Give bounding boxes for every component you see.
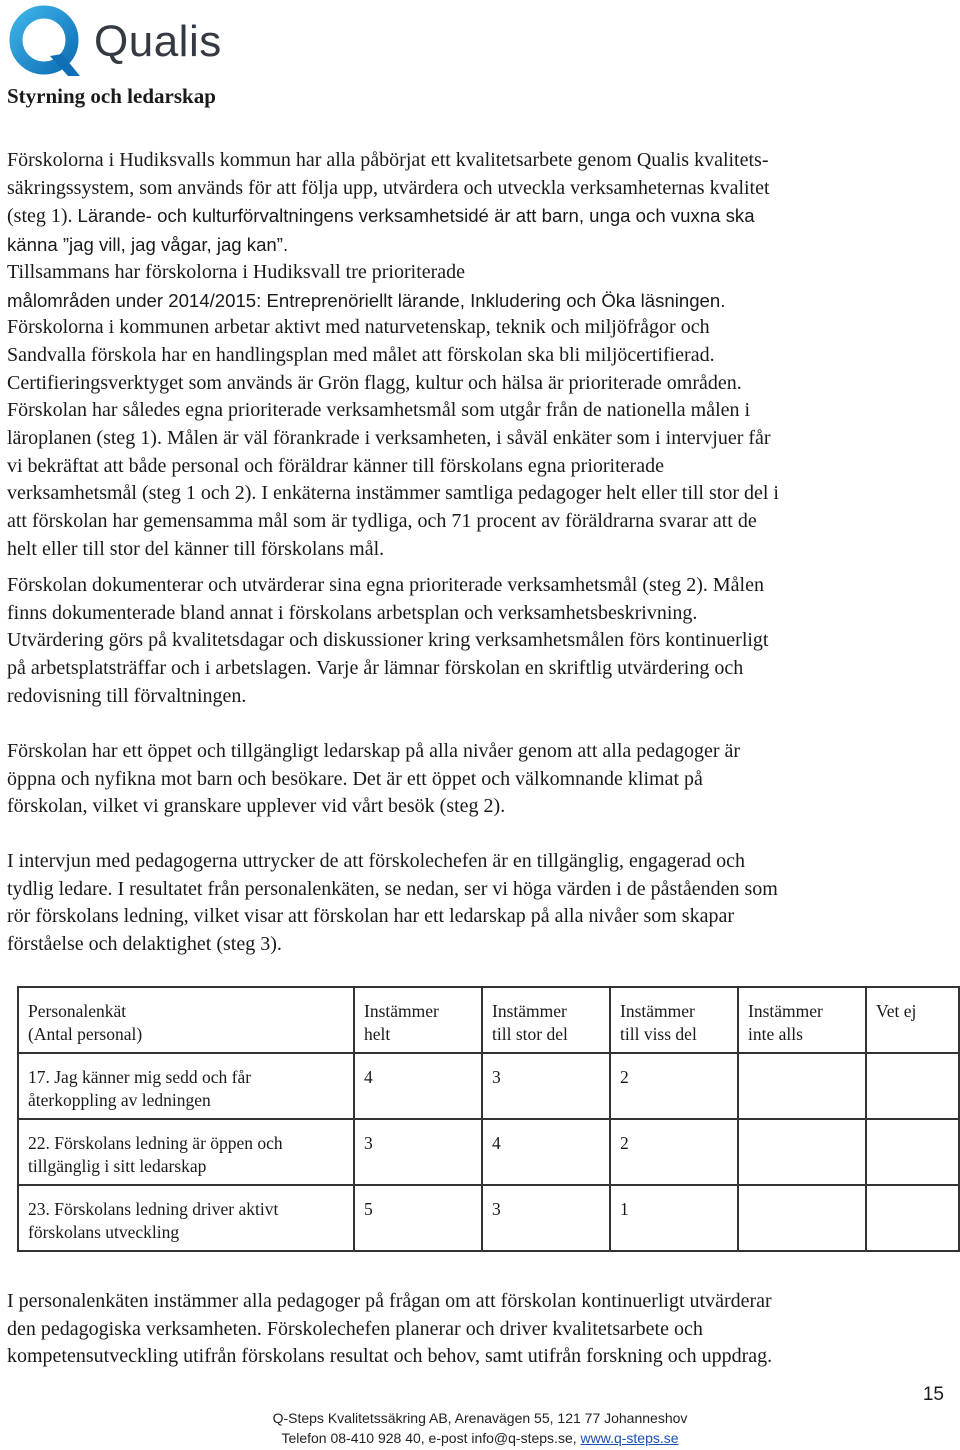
qualis-logo [6,4,222,80]
text-line: Sandvalla förskola har en handlingsplan med målet att förskolan ska bli miljöcertifierad. [7,343,715,366]
text-line: rör förskolans ledning, vilket visar att förskolan har ett ledarskap på alla nivåer som skapar [7,905,734,928]
text-line: helt eller till stor del känner till förskolans mål. [7,537,385,560]
text-line: Certifieringsverktyget som används är Grön flagg, kultur och hälsa är prioriterade områden. [7,371,742,394]
table-value-cell [866,1053,959,1119]
table-value-cell: 2 [610,1053,738,1119]
text-line: I personalenkäten instämmer alla pedagoger på frågan om att förskolan kontinuerligt utvärderar [7,1290,772,1312]
table-value-cell: 1 [610,1185,738,1251]
table-header-cell: Instämmer till stor del [482,987,610,1053]
text-line: vi bekräftat att både personal och föräldrar känner till förskolans egna prioriterade [7,454,664,477]
text-line: på arbetsplatsträffar och i arbetslagen. Varje år lämnar förskolan en skriftlig utvärdering och [7,657,744,680]
text-line: Förskolan har således egna prioriterade verksamhetsmål som utgår från de nationella målen i [7,399,751,422]
table-row [18,1119,959,1185]
text-line: Förskolan har ett öppet och tillgängligt ledarskap på alla nivåer genom att alla pedagoger är [7,740,741,762]
text-line: att förskolan har gemensamma mål som är tydliga, och 71 procent av föräldrarna svarar att de [7,510,757,533]
table-value-cell: 3 [482,1185,610,1251]
table-value-cell [738,1185,866,1251]
text-line: redovisning till förvaltningen. [7,684,247,707]
text-line: förskolan, vilket vi granskare upplever vid vårt besök (steg 2). [7,795,506,818]
text-line: Utvärdering görs på kvalitetsdagar och diskussioner kring verksamhetsmålen förs kontinuerligt [7,629,769,652]
page-number: 15 [922,1384,944,1405]
text-line: målområden under 2014/2015: Entreprenöriellt lärande, Inkludering och Öka läsningen. [7,289,726,311]
paragraph-2 [7,572,942,711]
table-header-cell: Instämmer till viss del [610,987,738,1053]
text-line: känna ”jag vill, jag vågar, jag kan”. [7,234,289,256]
text-line: förståelse och delaktighet (steg 3). [7,933,282,956]
table-question-cell: 23. Förskolans ledning driver aktivt förskolans utveckling [18,1185,354,1251]
table-value-cell [866,1185,959,1251]
table-value-cell [866,1119,959,1185]
text-line: säkringssystem, som används för att följa upp, utvärdera och utveckla verksamheternas kvalitet [7,176,770,199]
footer-address: Q-Steps Kvalitetssäkring AB, Arenavägen 55, 121 77 Johanneshov [272,1410,688,1426]
text-line: Förskolorna i kommunen arbetar aktivt med naturvetenskap, teknik och miljöfrågor och [7,316,710,339]
section-title: Styrning och ledarskap [7,84,216,108]
table-value-cell: 3 [354,1119,482,1185]
text-line: Förskolan dokumenterar och utvärderar sina egna prioriterade verksamhetsmål (steg 2). Målen [7,574,764,596]
logo-text: Qualis [94,17,222,66]
table-value-cell: 3 [482,1053,610,1119]
survey-table [17,986,960,1252]
text-line: öppna och nyfikna mot barn och besökare. Det är ett öppet och välkomnande klimat på [7,767,703,790]
text-line: verksamhetsmål (steg 1 och 2). I enkäterna instämmer samtliga pedagoger helt eller till stor del i [7,482,779,505]
text-line: (steg 1). Lärande- och kulturförvaltningens verksamhetsidé är att barn, unga och vuxna ska [7,205,755,228]
paragraph-5 [7,1288,942,1371]
table-value-cell: 2 [610,1119,738,1185]
text-line: Tillsammans har förskolorna i Hudiksvall tre prioriterade [7,260,466,283]
table-header-cell: Personalenkät (Antal personal) [18,987,354,1053]
text-line: Förskolorna i Hudiksvalls kommun har alla påbörjat ett kvalitetsarbete genom Qualis kvalitets- [7,149,769,171]
table-value-cell [738,1119,866,1185]
footer-contact-text: Telefon 08-410 928 40, e-post info@q-steps.se, [281,1430,581,1446]
text-line: finns dokumenterade bland annat i förskolans arbetsplan och verksamhetsbeskrivning. [7,601,698,624]
text-line: kompetensutveckling utifrån förskolans resultat och behov, samt utifrån forskning och uppdrag. [7,1345,773,1368]
table-header-cell: Vet ej [866,987,959,1053]
paragraph-4 [7,848,942,959]
table-header-row [18,987,959,1053]
footer-website-link[interactable]: www.q-steps.se [580,1430,679,1446]
table-value-cell: 5 [354,1185,482,1251]
text-line: den pedagogiska verksamheten. Förskolechefen planerar och driver kvalitetsarbete och [7,1317,703,1340]
paragraph-1 [7,147,942,564]
table-header-cell: Instämmer helt [354,987,482,1053]
table-value-cell: 4 [482,1119,610,1185]
footer-contact [0,1430,960,1446]
paragraph-3 [7,738,942,821]
table-header-cell: Instämmer inte alls [738,987,866,1053]
table-row [18,1053,959,1119]
qualis-logo-mark-icon [6,4,86,80]
table-question-cell: 22. Förskolans ledning är öppen och tillgänglig i sitt ledarskap [18,1119,354,1185]
text-line: tydlig ledare. I resultatet från personalenkäten, se nedan, ser vi höga värden i de påståenden som [7,877,778,900]
table-value-cell [738,1053,866,1119]
text-line: läroplanen (steg 1). Målen är väl förankrade i verksamheten, i såväl enkäter som i intervjuer får [7,427,771,450]
text-line: I intervjun med pedagogerna uttrycker de att förskolechefen är en tillgänglig, engagerad och [7,850,746,872]
table-row [18,1185,959,1251]
table-value-cell: 4 [354,1053,482,1119]
table-question-cell: 17. Jag känner mig sedd och får återkoppling av ledningen [18,1053,354,1119]
